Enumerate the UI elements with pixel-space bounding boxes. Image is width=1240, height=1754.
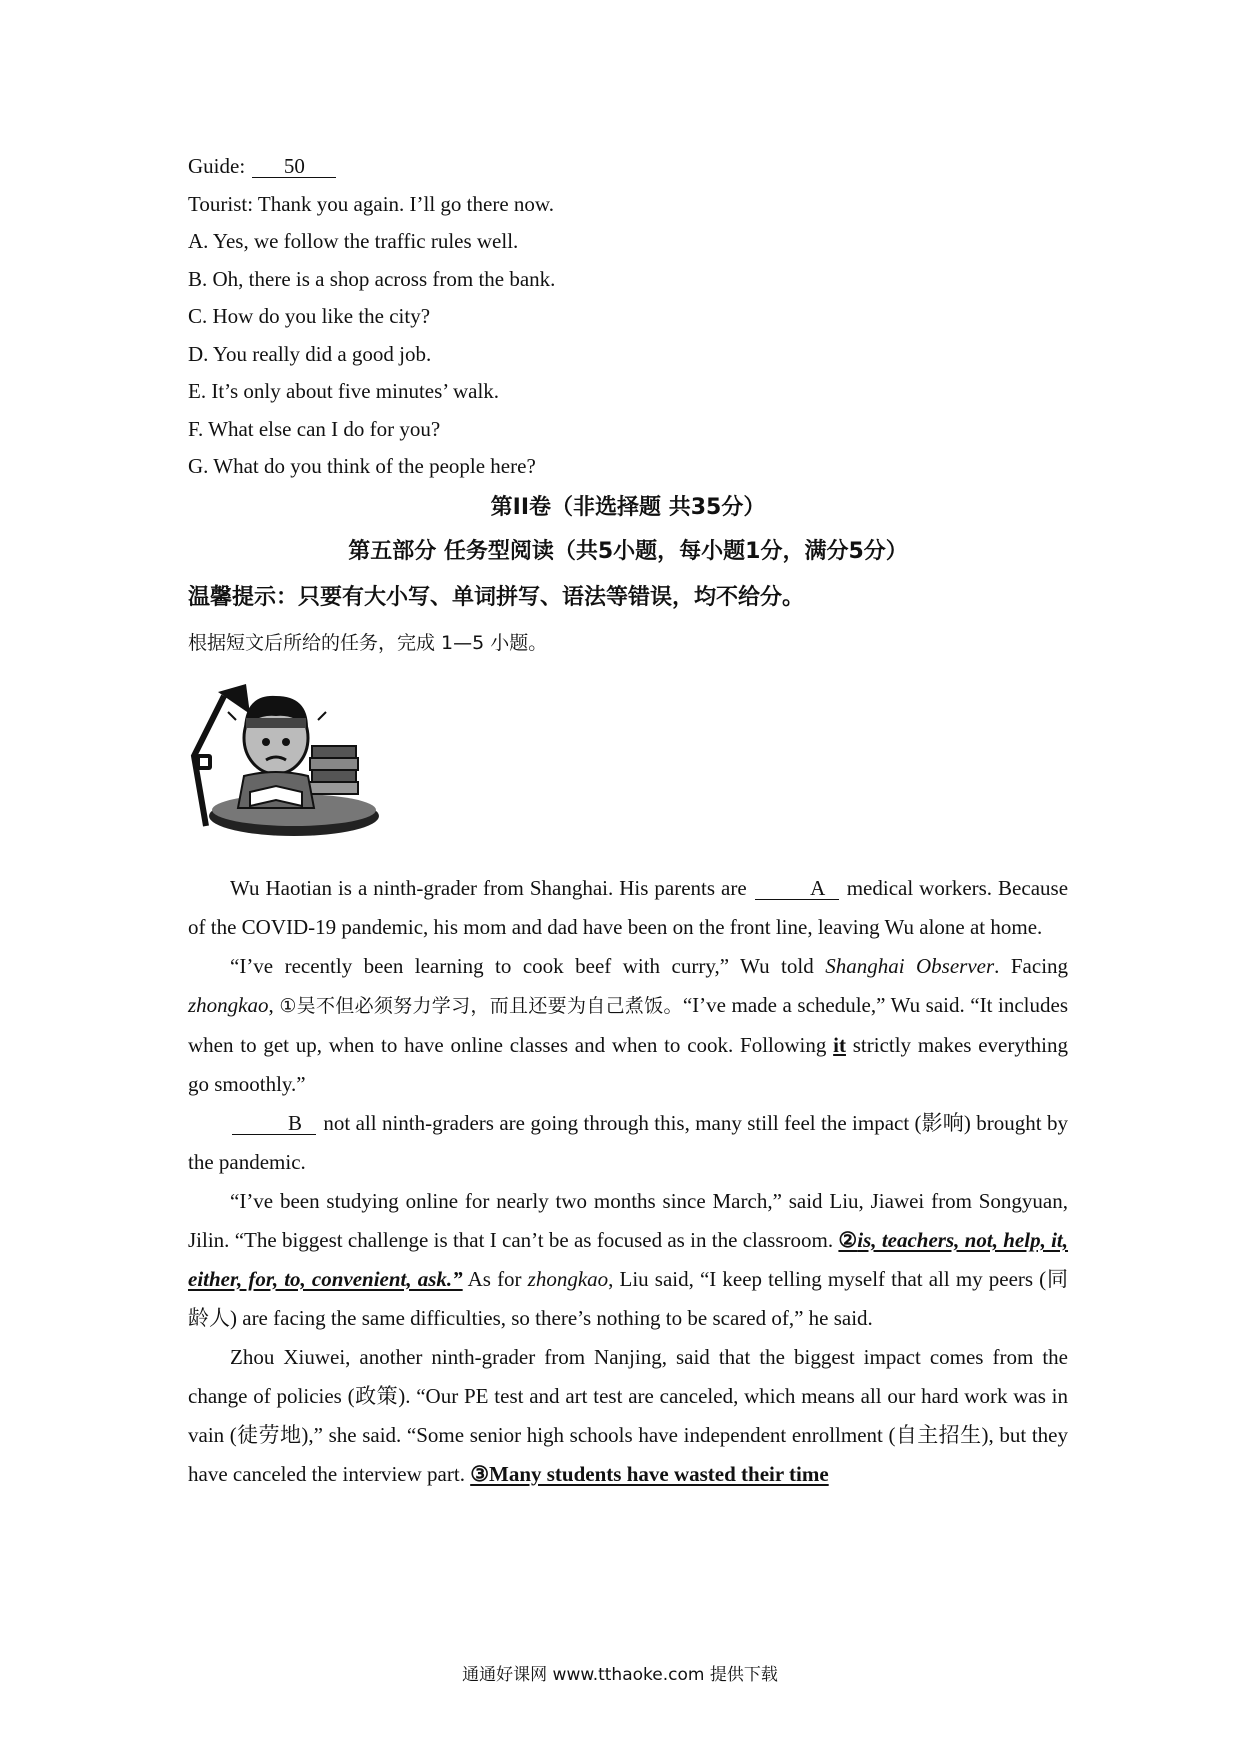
p2-it: it [833, 1032, 846, 1057]
p4-circle-2: ② [838, 1227, 858, 1252]
option-e: E. It’s only about five minutes’ walk. [188, 379, 500, 403]
translation-task-1: ①吴不但必须努力学习，而且还要为自己煮饭。 [279, 994, 683, 1017]
passage-paragraph-5 [188, 1338, 1068, 1494]
p2-text-e: strictly makes everything go smoothly.” [188, 1032, 1069, 1096]
passage-paragraph-1 [188, 869, 1068, 947]
translation-task-3: ③Many students have wasted their time [470, 1461, 829, 1486]
part-title: 第五部分 任务型阅读（共5小题，每小题1分，满分5分） [348, 538, 908, 564]
p2-zhongkao: zhongkao [188, 992, 269, 1017]
task-instruction: 根据短文后所给的任务，完成 1—5 小题。 [188, 631, 548, 654]
passage-paragraph-4 [188, 1182, 1068, 1338]
guide-line [188, 148, 1068, 186]
option-c: C. How do you like the city? [188, 304, 431, 328]
answer-blank-b: B [232, 1112, 316, 1135]
p1-text-a: Wu Haotian is a ninth-grader from Shanghai. His parents are [230, 875, 747, 900]
p2-text-b: . Facing [994, 953, 1069, 978]
option-g: G. What do you think of the people here? [188, 454, 536, 478]
option-f: F. What else can I do for you? [188, 416, 441, 441]
p3-text-a: not all ninth-graders are going through this, many still feel the impact (影响) brought by the pandemic. [188, 1110, 1068, 1174]
p2-text-d: “I’ve made a schedule,” Wu said. “It includes when to get up, when to have online classes and when to cook. Following [188, 992, 1068, 1057]
passage-paragraph-3 [188, 1104, 1068, 1182]
guide-label: Guide: [188, 154, 246, 178]
page-footer: 通通好课网 www.tthaoke.com 提供下载 [462, 1665, 778, 1685]
page-content [188, 148, 1068, 1494]
answer-blank-50: 50 [252, 155, 336, 178]
volume-title: 第II卷（非选择题 共35分） [490, 494, 766, 520]
option-d: D. You really did a good job. [188, 341, 432, 366]
answer-blank-a: A [755, 877, 839, 900]
p4-text-c: , Liu said, “I keep telling myself that all my peers (同龄人) are facing the same difficulties, so there’s nothing to be scared of,” he said. [188, 1266, 1069, 1330]
option-a: A. Yes, we follow the traffic rules well. [188, 229, 519, 253]
studying-student-illustration [184, 676, 384, 844]
p4-zhongkao: zhongkao [527, 1266, 609, 1291]
scrambled-sentence-task-2: is, teachers, not, help, it, either, for, to, convenient, ask.” [188, 1227, 1069, 1291]
p4-text-b: As for [467, 1266, 522, 1291]
p1-text-b: medical workers. Because of the COVID-19 pandemic, his mom and dad have been on the front line, leaving Wu alone at home. [188, 875, 1069, 939]
p2-text-c: , [268, 992, 274, 1017]
p2-text-a: “I’ve recently been learning to cook beef with curry,” Wu told [230, 953, 814, 978]
warm-tip: 温馨提示：只要有大小写、单词拼写、语法等错误，均不给分。 [188, 584, 805, 610]
p4-text-a: “I’ve been studying online for nearly two months since March,” said Liu, Jiawei from Songyuan, Jilin. “The biggest challenge is that I can’t be as focused as in the classroom. [188, 1188, 1068, 1252]
p2-source: Shanghai Observer [825, 953, 995, 978]
option-b: B. Oh, there is a shop across from the bank. [188, 266, 556, 291]
passage-paragraph-2 [188, 947, 1068, 1104]
tourist-line: Tourist: Thank you again. I’ll go there now. [188, 191, 554, 216]
p5-text-a: Zhou Xiuwei, another ninth-grader from Nanjing, said that the biggest impact comes from the change of policies (政策). “Our PE test and art test are canceled, which means all our hard work was in vain (徒劳地),” she said. “Some senior high schools have independent enrollment (自主招生), but they have canceled the interview part. [188, 1344, 1068, 1486]
